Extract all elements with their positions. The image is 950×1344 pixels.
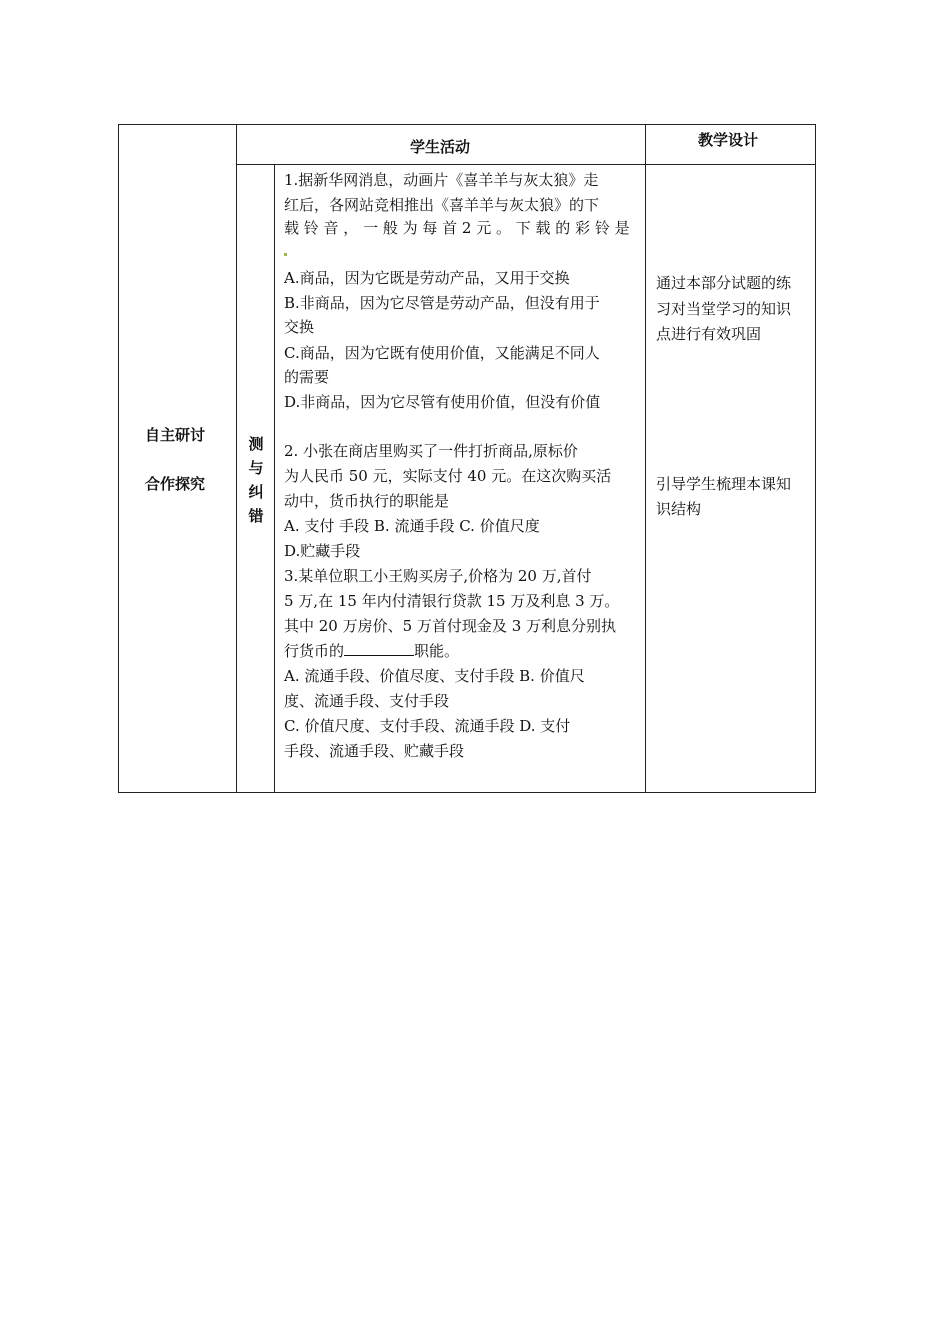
q3-line4 [284, 639, 459, 664]
q3-line4-suffix: 职能。 [414, 642, 460, 660]
q3-line4-prefix: 行货币的 [284, 642, 345, 660]
q3-option-cd-line1: C. 价值尺度、支付手段、流通手段 D. 支付 [284, 717, 571, 735]
q2-line1: 2. 小张在商店里购买了一件打折商品,原标价 [284, 442, 578, 460]
annotation-mark [284, 253, 287, 256]
header-teaching-design: 教学设计 [698, 131, 759, 149]
subsection-char: 测 [248, 435, 264, 453]
design-note-2-line2: 识结构 [656, 500, 702, 518]
design-note-1-line2: 习对当堂学习的知识 [656, 300, 792, 318]
q1-line2: 红后，各网站竞相推出《喜羊羊与灰太狼》的下 [284, 196, 600, 214]
header-divider [236, 164, 816, 165]
table-border-bottom [118, 792, 816, 793]
design-note-1-line3: 点进行有效巩固 [656, 325, 762, 343]
column-divider-3 [645, 124, 646, 793]
column-divider-1 [236, 124, 237, 793]
q2-line2: 为人民币 50 元，实际支付 40 元。在这次购买活 [284, 467, 612, 485]
q3-option-ab-line2: 度、流通手段、支付手段 [284, 692, 450, 710]
q1-line3: 载 铃 音 ， 一 般 为 每 首 2 元 。 下 载 的 彩 铃 是 [284, 219, 630, 237]
header-student-activity: 学生活动 [410, 138, 471, 156]
q3-line3: 其中 20 万房价、5 万首付现金及 3 万利息分别执 [284, 617, 617, 635]
subsection-char: 纠 [248, 483, 264, 501]
q2-line3: 动中，货币执行的职能是 [284, 492, 450, 510]
table-border-left [118, 124, 119, 793]
q1-option-b-line1: B.非商品，因为它尽管是劳动产品，但没有用于 [284, 294, 600, 312]
q1-option-c-line2: 的需要 [284, 368, 330, 386]
q3-line2: 5 万,在 15 年内付清银行贷款 15 万及利息 3 万。 [284, 592, 620, 610]
q3-option-ab-line1: A. 流通手段、价值尽度、支付手段 B. 价值尺 [284, 667, 585, 685]
table-border-right [815, 124, 816, 793]
table-border-top [118, 124, 816, 125]
subsection-char: 错 [248, 507, 264, 525]
design-note-2-line1: 引导学生梳理本课知 [656, 475, 792, 493]
q1-line1: 1.据新华网消息，动画片《喜羊羊与灰太狼》走 [284, 171, 599, 189]
subsection-char: 与 [248, 459, 264, 477]
q1-option-a: A.商品，因为它既是劳动产品，又用于交换 [284, 269, 570, 287]
q2-options: A. 支付 手段 B. 流通手段 C. 价值尺度 [284, 517, 540, 535]
q3-option-cd-line2: 手段、流通手段、贮藏手段 [284, 742, 465, 760]
q1-option-b-line2: 交换 [284, 318, 315, 336]
section-label-line2: 合作探究 [145, 475, 206, 493]
subsection-label [246, 432, 266, 528]
q2-option-d: D.贮藏手段 [284, 542, 361, 560]
q1-option-c-line1: C.商品，因为它既有使用价值，又能满足不同人 [284, 344, 600, 362]
section-label-line1: 自主研讨 [145, 426, 206, 444]
q3-line1: 3.某单位职工小王购买房子,价格为 20 万,首付 [284, 567, 592, 585]
q1-option-d: D.非商品，因为它尽管有使用价值，但没有价值 [284, 393, 601, 411]
design-note-1-line1: 通过本部分试题的练 [656, 274, 792, 292]
answer-blank [344, 641, 414, 656]
column-divider-2 [274, 164, 275, 793]
